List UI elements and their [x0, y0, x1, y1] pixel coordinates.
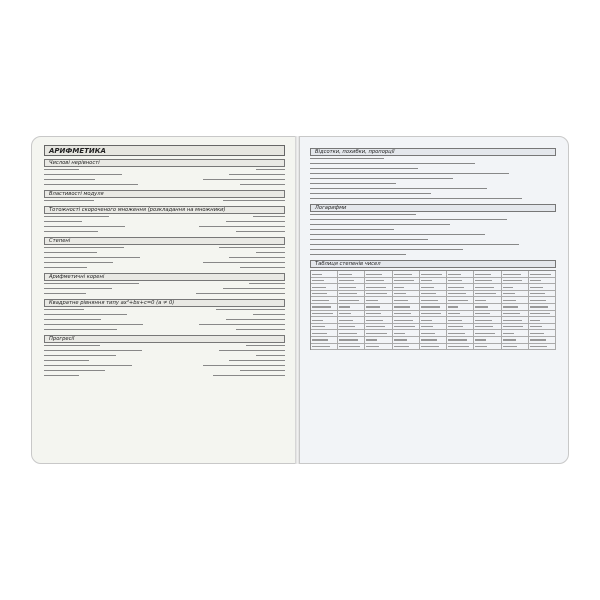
table-cell: [311, 297, 338, 304]
table-cell: [474, 311, 501, 318]
table-cell: [420, 304, 447, 311]
table-cell: [502, 278, 529, 285]
table-row: [311, 304, 556, 311]
table-cell: [393, 337, 420, 344]
section-title: Відсотки, похибки, пропорції: [310, 148, 556, 156]
table-cell: [338, 337, 365, 344]
left-sections: [44, 159, 285, 378]
formula-line: [44, 182, 285, 187]
table-cell: [338, 271, 365, 278]
table-cell: [420, 317, 447, 324]
table-cell: [365, 317, 392, 324]
table-cell: [447, 330, 474, 337]
table-cell: [393, 324, 420, 331]
section-title: Прогресії: [44, 335, 285, 343]
table-cell: [529, 324, 556, 331]
table-cell: [365, 304, 392, 311]
table-row: [311, 291, 556, 298]
table-cell: [447, 304, 474, 311]
table-cell: [474, 330, 501, 337]
powers-table: [310, 270, 556, 350]
table-cell: [502, 304, 529, 311]
formula-line: [310, 196, 556, 201]
table-cell: [338, 297, 365, 304]
table-cell: [338, 304, 365, 311]
table-cell: [393, 291, 420, 298]
table-cell: [502, 271, 529, 278]
table-cell: [311, 291, 338, 298]
table-cell: [393, 271, 420, 278]
table-cell: [365, 278, 392, 285]
right-sections: [310, 148, 556, 268]
table-cell: [420, 330, 447, 337]
formula-line: [44, 327, 285, 332]
table-cell: [365, 291, 392, 298]
table-cell: [420, 271, 447, 278]
section-title: Властивості модуля: [44, 190, 285, 198]
table-cell: [393, 344, 420, 351]
table-cell: [365, 337, 392, 344]
section-title: Степені: [44, 237, 285, 245]
right-page: [299, 136, 569, 464]
table-cell: [338, 330, 365, 337]
table-cell: [420, 344, 447, 351]
table-cell: [420, 278, 447, 285]
section-title: Логарифми: [310, 204, 556, 212]
table-cell: [338, 324, 365, 331]
table-cell: [338, 278, 365, 285]
table-cell: [365, 284, 392, 291]
table-cell: [365, 271, 392, 278]
table-cell: [502, 324, 529, 331]
section-title: Квадратне рівняння типу ax²+bx+c=0 (a ≠ 0): [44, 299, 285, 307]
table-cell: [529, 271, 556, 278]
table-cell: [447, 344, 474, 351]
table-cell: [529, 317, 556, 324]
table-cell: [529, 344, 556, 351]
table-cell: [393, 311, 420, 318]
table-cell: [311, 304, 338, 311]
table-cell: [502, 330, 529, 337]
left-page-content: [44, 145, 285, 378]
table-cell: [447, 337, 474, 344]
section-title: Тотожності скороченого множення (розкладання на множники): [44, 206, 285, 214]
table-cell: [338, 311, 365, 318]
table-cell: [502, 311, 529, 318]
table-cell: [447, 324, 474, 331]
formula-line: [44, 198, 285, 203]
table-cell: [338, 284, 365, 291]
table-row: [311, 317, 556, 324]
table-cell: [502, 284, 529, 291]
table-cell: [502, 344, 529, 351]
table-cell: [529, 311, 556, 318]
table-cell: [529, 337, 556, 344]
table-cell: [447, 278, 474, 285]
table-row: [311, 337, 556, 344]
table-cell: [393, 304, 420, 311]
table-cell: [447, 311, 474, 318]
table-cell: [311, 344, 338, 351]
table-cell: [502, 317, 529, 324]
table-cell: [420, 311, 447, 318]
table-cell: [447, 284, 474, 291]
table-cell: [447, 271, 474, 278]
table-cell: [420, 297, 447, 304]
left-page: [31, 136, 296, 464]
table-cell: [338, 291, 365, 298]
table-cell: [474, 324, 501, 331]
table-cell: [420, 324, 447, 331]
table-cell: [474, 344, 501, 351]
table-cell: [311, 311, 338, 318]
table-cell: [529, 297, 556, 304]
table-cell: [311, 330, 338, 337]
table-cell: [365, 330, 392, 337]
table-cell: [529, 284, 556, 291]
formula-line: [44, 291, 285, 296]
table-cell: [447, 297, 474, 304]
table-cell: [502, 337, 529, 344]
page-title: АРИФМЕТИКА: [44, 145, 285, 156]
section-title: Таблиця степенів чисел: [310, 260, 556, 268]
table-cell: [311, 317, 338, 324]
table-cell: [529, 330, 556, 337]
table-cell: [474, 278, 501, 285]
table-cell: [311, 278, 338, 285]
table-cell: [474, 271, 501, 278]
table-cell: [338, 344, 365, 351]
table-cell: [365, 344, 392, 351]
table-cell: [474, 317, 501, 324]
table-cell: [365, 297, 392, 304]
table-cell: [447, 291, 474, 298]
table-cell: [393, 330, 420, 337]
table-cell: [474, 291, 501, 298]
section-title: Числові нерівності: [44, 159, 285, 167]
table-cell: [474, 284, 501, 291]
formula-line: [44, 265, 285, 270]
table-cell: [420, 291, 447, 298]
formula-line: [310, 252, 556, 257]
table-cell: [447, 317, 474, 324]
table-cell: [529, 304, 556, 311]
table-row: [311, 324, 556, 331]
table-cell: [365, 324, 392, 331]
table-row: [311, 344, 556, 351]
section-title: Арифметичні корені: [44, 273, 285, 281]
table-cell: [474, 304, 501, 311]
table-cell: [338, 317, 365, 324]
table-row: [311, 330, 556, 337]
table-row: [311, 278, 556, 285]
table-cell: [393, 297, 420, 304]
table-cell: [393, 278, 420, 285]
table-cell: [393, 317, 420, 324]
table-cell: [502, 291, 529, 298]
table-cell: [529, 278, 556, 285]
table-cell: [311, 284, 338, 291]
table-row: [311, 284, 556, 291]
table-row: [311, 311, 556, 318]
table-cell: [474, 297, 501, 304]
table-cell: [420, 337, 447, 344]
table-cell: [311, 337, 338, 344]
table-cell: [474, 337, 501, 344]
table-cell: [393, 284, 420, 291]
table-row: [311, 271, 556, 278]
table-cell: [502, 297, 529, 304]
right-page-content: [310, 145, 556, 350]
formula-line: [44, 229, 285, 234]
table-cell: [529, 291, 556, 298]
table-cell: [311, 324, 338, 331]
table-cell: [420, 284, 447, 291]
formula-line: [44, 373, 285, 378]
table-row: [311, 297, 556, 304]
table-cell: [311, 271, 338, 278]
table-cell: [365, 311, 392, 318]
